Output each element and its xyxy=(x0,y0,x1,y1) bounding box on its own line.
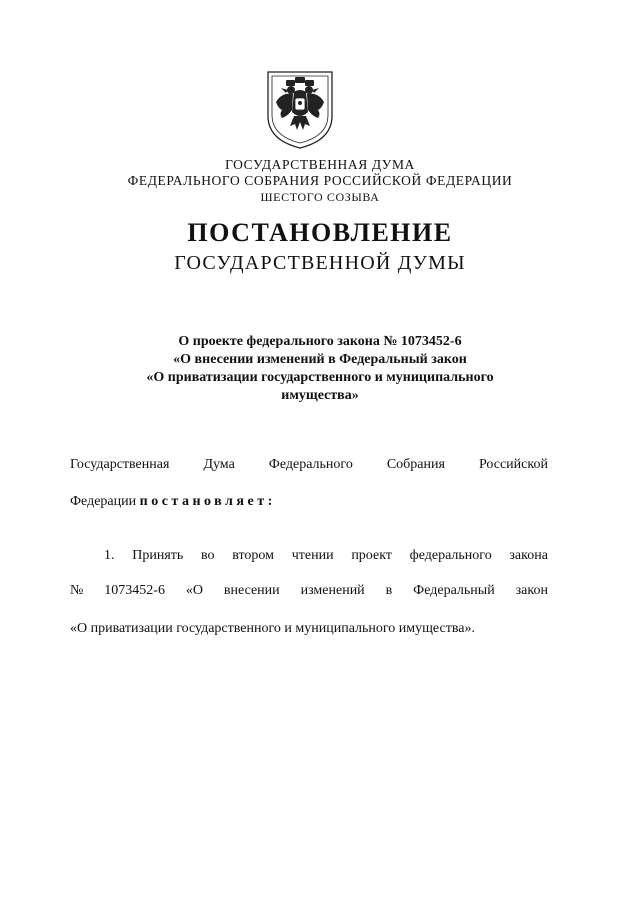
word: Собрания xyxy=(386,457,445,472)
word: проект xyxy=(351,548,392,563)
word: в xyxy=(385,583,393,598)
word: № xyxy=(70,583,84,598)
word: Принять xyxy=(132,548,184,563)
item-1-line-2 xyxy=(70,583,548,599)
convocation-line: ШЕСТОГО СОЗЫВА xyxy=(260,190,380,204)
word: изменений xyxy=(300,583,365,598)
subject-line-4: имущества» xyxy=(281,388,359,403)
document-title: ПОСТАНОВЛЕНИЕ xyxy=(187,218,453,247)
subject-line-1: О проекте федерального закона № 1073452-6 xyxy=(178,334,462,349)
intro-paragraph-line-1 xyxy=(70,457,548,473)
word: 1. xyxy=(104,548,115,563)
subject-line-3: «О приватизации государственного и муниципального xyxy=(146,370,494,385)
word: закона xyxy=(509,548,548,563)
word: федерального xyxy=(409,548,492,563)
organization-line-1: ГОСУДАРСТВЕННАЯ ДУМА xyxy=(225,157,415,172)
item-1-line-1 xyxy=(104,548,548,564)
word: Российской xyxy=(478,457,548,472)
item-1-line-3: «О приватизации государственного и муниципального имущества». xyxy=(70,621,475,636)
word: Государственная xyxy=(70,457,170,472)
word: Дума xyxy=(203,457,235,472)
document-subject xyxy=(80,333,560,405)
resolves-keyword: постановляет: xyxy=(139,494,276,509)
document-subtitle: ГОСУДАРСТВЕННОЙ ДУМЫ xyxy=(174,252,466,274)
word: Федерального xyxy=(268,457,353,472)
word: втором xyxy=(232,548,275,563)
word: Федерации xyxy=(70,494,137,509)
subject-line-2: «О внесении изменений в Федеральный закон xyxy=(173,352,467,367)
organization-line-2: ФЕДЕРАЛЬНОГО СОБРАНИЯ РОССИЙСКОЙ ФЕДЕРАЦИИ xyxy=(127,173,513,188)
coat-of-arms-emblem xyxy=(264,68,336,152)
word: закон xyxy=(515,583,548,598)
intro-paragraph-line-2 xyxy=(70,494,548,510)
word: Федеральный xyxy=(413,583,495,598)
word: во xyxy=(200,548,215,563)
word: чтении xyxy=(291,548,334,563)
word: 1073452-6 xyxy=(104,583,165,598)
word: «О xyxy=(185,583,203,598)
word: внесении xyxy=(223,583,280,598)
